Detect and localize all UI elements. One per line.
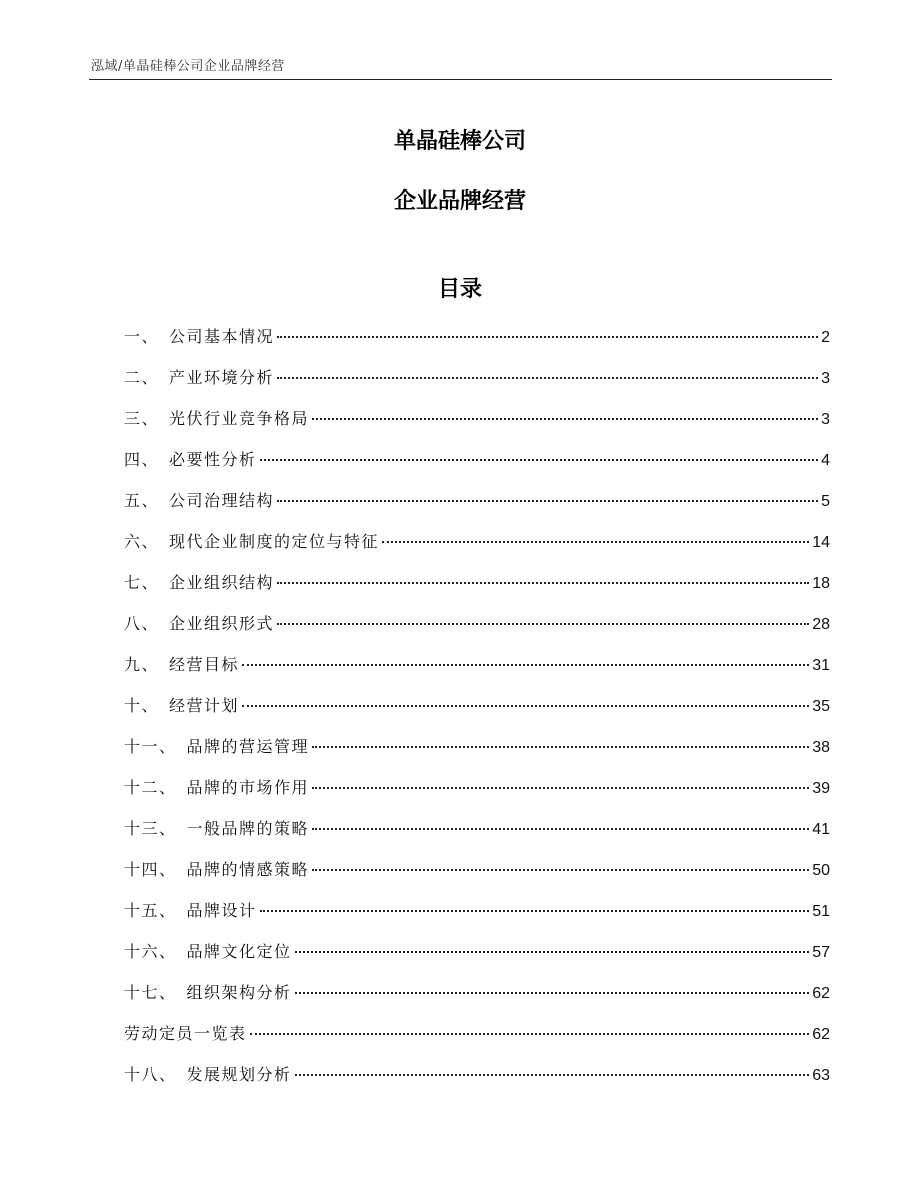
toc-entry-title: 经营计划	[169, 696, 240, 715]
toc-entry-number: 七	[124, 573, 142, 592]
toc-entry-separator: 、	[159, 819, 177, 838]
toc-entry-title: 品牌的情感策略	[186, 860, 310, 879]
toc-leader-dots	[295, 992, 810, 994]
toc-leader-dots	[277, 377, 818, 379]
toc-entry-separator: 、	[141, 655, 160, 674]
toc-entry[interactable]	[124, 775, 830, 816]
toc-entry-page: 57	[812, 944, 830, 961]
toc-entry-separator: 、	[159, 983, 177, 1002]
toc-entry-number: 十二	[124, 778, 160, 797]
toc-entry-title: 一般品牌的策略	[186, 819, 310, 838]
toc-entry-number: 十四	[124, 860, 160, 879]
toc-entry-separator: 、	[159, 778, 177, 797]
toc-leader-dots	[277, 500, 818, 502]
toc-leader-dots	[312, 746, 809, 748]
toc-entry-number: 二	[124, 368, 142, 387]
toc-entry[interactable]	[124, 857, 830, 898]
toc-entry[interactable]	[124, 529, 830, 570]
toc-entry-title: 必要性分析	[169, 450, 257, 469]
toc-entry-separator: 、	[141, 696, 160, 715]
toc-leader-dots	[312, 787, 809, 789]
toc-leader-dots	[312, 828, 809, 830]
toc-entry-number: 三	[124, 409, 142, 428]
toc-entry-separator: 、	[159, 1065, 177, 1084]
toc-entry[interactable]	[124, 980, 830, 1021]
toc-entry-title: 光伏行业竞争格局	[169, 409, 310, 428]
toc-entry[interactable]	[124, 652, 830, 693]
toc-entry[interactable]	[124, 570, 830, 611]
toc-entry-page: 38	[812, 739, 830, 756]
toc-leader-dots	[277, 336, 818, 338]
toc-entry-title: 品牌文化定位	[186, 942, 292, 961]
toc-entry-separator: 、	[159, 942, 177, 961]
toc-entry-separator: 、	[141, 327, 160, 346]
toc-entry-separator: 、	[141, 491, 160, 510]
toc-entry-title: 劳动定员一览表	[124, 1024, 247, 1043]
toc-leader-dots	[312, 418, 818, 420]
toc-entry-separator: 、	[141, 368, 160, 387]
header-divider	[89, 79, 832, 80]
toc-entry-number: 四	[124, 450, 142, 469]
toc-entry-page: 14	[812, 534, 830, 551]
toc-entry-title: 公司基本情况	[169, 327, 275, 346]
toc-entry-title: 公司治理结构	[169, 491, 275, 510]
toc-entry-separator: 、	[141, 450, 160, 469]
toc-entry-title: 产业环境分析	[169, 368, 275, 387]
toc-leader-dots	[250, 1033, 810, 1035]
toc-entry-number: 十八	[124, 1065, 160, 1084]
toc-leader-dots	[312, 869, 809, 871]
toc-entry-page: 63	[812, 1067, 830, 1084]
toc-leader-dots	[382, 541, 809, 543]
toc-entry[interactable]	[124, 611, 830, 652]
toc-entry-page: 50	[812, 862, 830, 879]
toc-entry[interactable]	[124, 734, 830, 775]
toc-entry-title: 企业组织结构	[169, 573, 275, 592]
toc-entry-separator: 、	[141, 573, 160, 592]
toc-entry-number: 六	[124, 532, 142, 551]
toc-entry[interactable]	[124, 406, 830, 447]
toc-heading: 目录	[437, 277, 482, 302]
toc-leader-dots	[277, 623, 809, 625]
toc-entry-title: 组织架构分析	[186, 983, 292, 1002]
toc-entry[interactable]	[124, 1021, 830, 1062]
toc-entry[interactable]	[124, 693, 830, 734]
toc-entry[interactable]	[124, 324, 830, 365]
toc-entry-page: 62	[812, 1026, 830, 1043]
document-title-line1: 单晶硅棒公司	[393, 129, 526, 154]
toc-entry-title: 企业组织形式	[169, 614, 275, 633]
toc-leader-dots	[260, 910, 810, 912]
toc-entry-number: 十三	[124, 819, 160, 838]
toc-entry-number: 一	[124, 327, 142, 346]
toc-leader-dots	[260, 459, 819, 461]
toc-entry-title: 品牌设计	[186, 901, 257, 920]
toc-entry[interactable]	[124, 1062, 830, 1103]
running-header: 泓域/单晶硅棒公司企业品牌经营	[91, 59, 285, 74]
toc-entry-page: 39	[812, 780, 830, 797]
table-of-contents	[124, 324, 830, 1103]
toc-entry-separator: 、	[159, 737, 177, 756]
toc-entry-page: 2	[821, 329, 830, 346]
toc-leader-dots	[295, 951, 810, 953]
toc-entry-separator: 、	[141, 614, 160, 633]
toc-entry-number: 五	[124, 491, 142, 510]
toc-entry-page: 3	[821, 370, 830, 387]
toc-entry-number: 十	[124, 696, 142, 715]
toc-entry-page: 3	[821, 411, 830, 428]
toc-entry-number: 十七	[124, 983, 160, 1002]
toc-entry-title: 现代企业制度的定位与特征	[169, 532, 380, 551]
toc-entry-separator: 、	[159, 860, 177, 879]
toc-entry-separator: 、	[141, 409, 160, 428]
toc-entry-page: 4	[821, 452, 830, 469]
toc-entry-page: 28	[812, 616, 830, 633]
toc-entry-title: 发展规划分析	[186, 1065, 292, 1084]
toc-entry-page: 62	[812, 985, 830, 1002]
document-title-line2: 企业品牌经营	[393, 189, 526, 214]
toc-entry-title: 经营目标	[169, 655, 240, 674]
toc-entry-number: 九	[124, 655, 142, 674]
toc-entry-number: 十五	[124, 901, 160, 920]
toc-entry-page: 41	[812, 821, 830, 838]
toc-entry-number: 十六	[124, 942, 160, 961]
toc-entry-page: 35	[812, 698, 830, 715]
toc-entry-number: 八	[124, 614, 142, 633]
toc-entry[interactable]	[124, 939, 830, 980]
toc-entry-separator: 、	[159, 901, 177, 920]
toc-entry-page: 18	[812, 575, 830, 592]
toc-entry-page: 31	[812, 657, 830, 674]
toc-entry-page: 51	[812, 903, 830, 920]
toc-entry-page: 5	[821, 493, 830, 510]
toc-leader-dots	[242, 705, 809, 707]
toc-entry-number: 十一	[124, 737, 160, 756]
toc-entry[interactable]	[124, 488, 830, 529]
toc-entry-title: 品牌的营运管理	[186, 737, 310, 756]
toc-entry-title: 品牌的市场作用	[186, 778, 310, 797]
toc-leader-dots	[295, 1074, 810, 1076]
toc-leader-dots	[277, 582, 809, 584]
toc-entry[interactable]	[124, 447, 830, 488]
toc-entry[interactable]	[124, 816, 830, 857]
toc-leader-dots	[242, 664, 809, 666]
toc-entry[interactable]	[124, 898, 830, 939]
toc-entry[interactable]	[124, 365, 830, 406]
toc-entry-separator: 、	[141, 532, 160, 551]
